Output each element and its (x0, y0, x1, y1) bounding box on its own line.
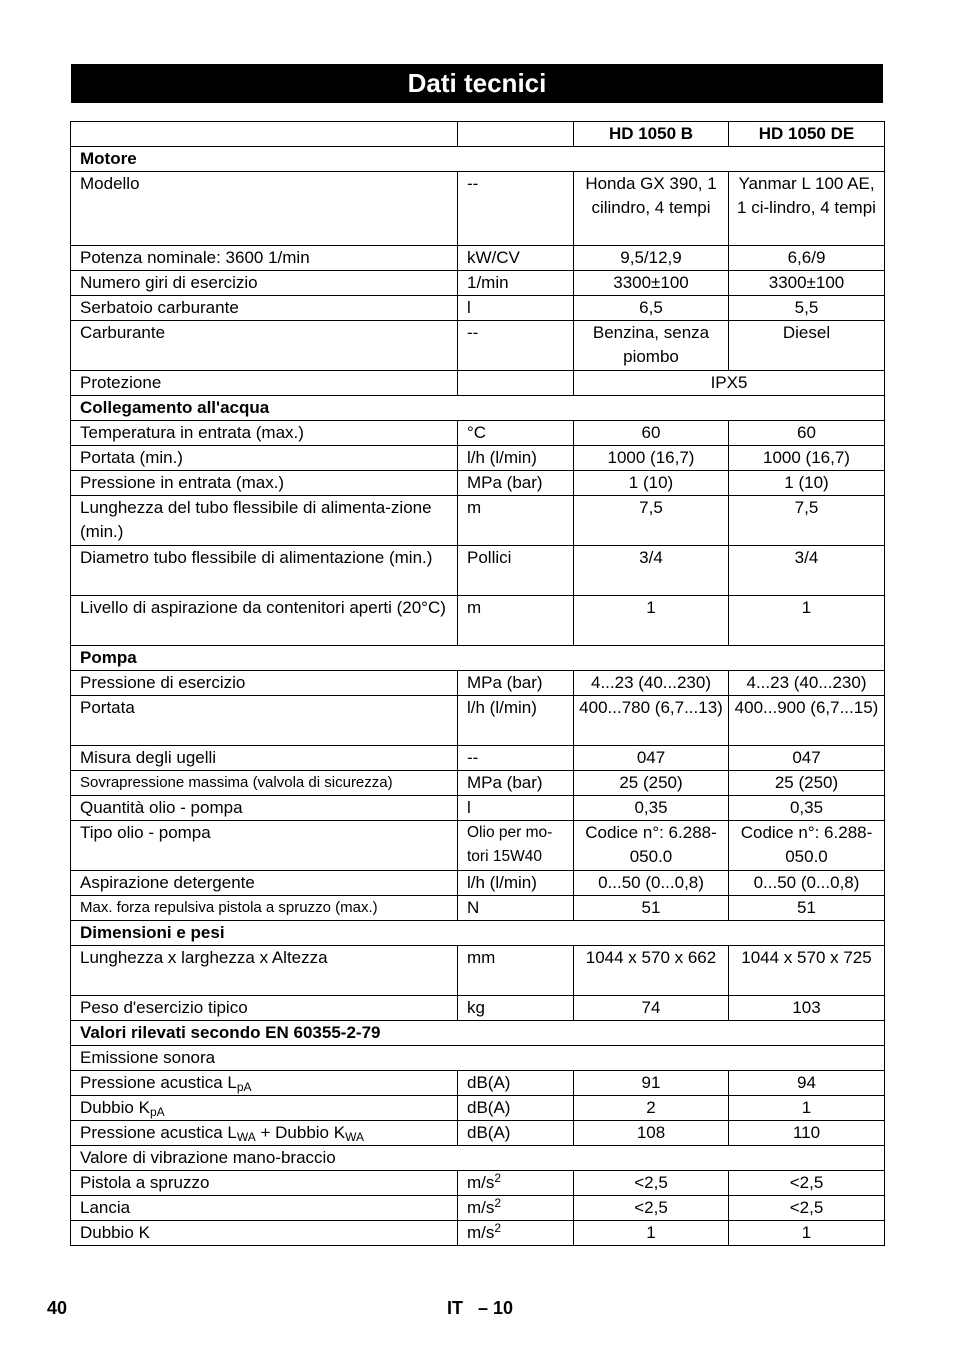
section-row (71, 147, 885, 172)
label-text: + Dubbio K (255, 1123, 346, 1142)
row-label (71, 1071, 458, 1096)
value-hd1050b: Codice n°: 6.288-050.0 (574, 821, 729, 871)
row-unit: 1/min (458, 271, 574, 296)
subsection-title: Emissione sonora (71, 1046, 885, 1071)
table-row (71, 1221, 885, 1246)
value-hd1050b: 9,5/12,9 (574, 246, 729, 271)
value-both-models: IPX5 (574, 371, 885, 396)
value-hd1050b: Benzina, senza piombo (574, 321, 729, 371)
value-hd1050de: 0...50 (0...0,8) (729, 871, 885, 896)
table-row (71, 246, 885, 271)
section-title: Motore (71, 147, 885, 172)
section-row (71, 396, 885, 421)
value-hd1050b: 7,5 (574, 496, 729, 546)
row-label: Livello di aspirazione da contenitori aperti (20°C) (71, 596, 458, 646)
value-hd1050de: 3/4 (729, 546, 885, 596)
value-hd1050b: 4...23 (40...230) (574, 671, 729, 696)
row-label: Protezione (71, 371, 458, 396)
unit-text: m/s (467, 1223, 495, 1242)
label-subscript: pA (149, 1105, 165, 1119)
table-row (71, 496, 885, 546)
value-hd1050de: 60 (729, 421, 885, 446)
value-hd1050b: 6,5 (574, 296, 729, 321)
row-unit: MPa (bar) (458, 671, 574, 696)
row-unit: l (458, 296, 574, 321)
row-unit: m (458, 596, 574, 646)
row-label: Lunghezza del tubo flessibile di alimenta-zione (min.) (71, 496, 458, 546)
value-hd1050b: Honda GX 390, 1 cilindro, 4 tempi (574, 172, 729, 246)
row-unit: m (458, 496, 574, 546)
row-label: Pressione in entrata (max.) (71, 471, 458, 496)
language-page-label: IT – 10 (447, 1298, 514, 1318)
value-hd1050de: 6,6/9 (729, 246, 885, 271)
row-label: Lancia (71, 1196, 458, 1221)
table-row (71, 946, 885, 996)
row-label: Serbatoio carburante (71, 296, 458, 321)
table-row (71, 1196, 885, 1221)
row-label: Dubbio K (71, 1221, 458, 1246)
row-unit: -- (458, 746, 574, 771)
value-hd1050de: 1 (10) (729, 471, 885, 496)
row-label: Portata (71, 696, 458, 746)
value-hd1050de: 1 (729, 1096, 885, 1121)
table-row (71, 796, 885, 821)
value-hd1050b: <2,5 (574, 1196, 729, 1221)
header-empty (71, 122, 458, 147)
row-label: Misura degli ugelli (71, 746, 458, 771)
table-row (71, 1096, 885, 1121)
row-unit (458, 371, 574, 396)
column-header-hd1050de: HD 1050 DE (729, 122, 885, 147)
table-row (71, 296, 885, 321)
row-label: Diametro tubo flessibile di alimentazione (min.) (71, 546, 458, 596)
value-hd1050b: 25 (250) (574, 771, 729, 796)
row-unit: MPa (bar) (458, 771, 574, 796)
table-row (71, 896, 885, 921)
value-hd1050b: 1044 x 570 x 662 (574, 946, 729, 996)
row-label: Peso d'esercizio tipico (71, 996, 458, 1021)
value-hd1050b: 91 (574, 1071, 729, 1096)
section-title: Dimensioni e pesi (71, 921, 885, 946)
label-subscript: WA (236, 1130, 256, 1144)
table-row (71, 271, 885, 296)
row-unit (458, 1171, 574, 1196)
table-row (71, 1121, 885, 1146)
row-label: Quantità olio - pompa (71, 796, 458, 821)
label-text: Pressione acustica L (80, 1073, 237, 1092)
column-header-hd1050b: HD 1050 B (574, 122, 729, 147)
row-label: Aspirazione detergente (71, 871, 458, 896)
value-hd1050de: 25 (250) (729, 771, 885, 796)
header-empty (458, 122, 574, 147)
row-label: Numero giri di esercizio (71, 271, 458, 296)
value-hd1050de: 1 (729, 596, 885, 646)
value-hd1050b: 1000 (16,7) (574, 446, 729, 471)
value-hd1050b: 1 (10) (574, 471, 729, 496)
row-unit: l/h (l/min) (458, 871, 574, 896)
row-unit: mm (458, 946, 574, 996)
row-label: Carburante (71, 321, 458, 371)
value-hd1050de: 1044 x 570 x 725 (729, 946, 885, 996)
table-row (71, 421, 885, 446)
row-unit: -- (458, 172, 574, 246)
value-hd1050de: Yanmar L 100 AE, 1 ci-lindro, 4 tempi (729, 172, 885, 246)
value-hd1050de: Codice n°: 6.288-050.0 (729, 821, 885, 871)
value-hd1050b: 0,35 (574, 796, 729, 821)
row-label (71, 1096, 458, 1121)
subsection-row (71, 1046, 885, 1071)
page-title: Dati tecnici (71, 64, 883, 103)
value-hd1050b: 0...50 (0...0,8) (574, 871, 729, 896)
table-row (71, 172, 885, 246)
table-row (71, 596, 885, 646)
value-hd1050de: 51 (729, 896, 885, 921)
value-hd1050b: 3300±100 (574, 271, 729, 296)
row-unit (458, 1221, 574, 1246)
label-subscript: pA (236, 1080, 252, 1094)
table-row (71, 821, 885, 871)
section-title: Valori rilevati secondo EN 60355-2-79 (71, 1021, 885, 1046)
value-hd1050b: 108 (574, 1121, 729, 1146)
table-row (71, 746, 885, 771)
table-row (71, 671, 885, 696)
value-hd1050de: 0,35 (729, 796, 885, 821)
row-unit: dB(A) (458, 1121, 574, 1146)
value-hd1050b: 74 (574, 996, 729, 1021)
value-hd1050de: 5,5 (729, 296, 885, 321)
row-unit: l/h (l/min) (458, 696, 574, 746)
row-unit (458, 1196, 574, 1221)
row-unit: °C (458, 421, 574, 446)
row-unit: dB(A) (458, 1071, 574, 1096)
subsection-row (71, 1146, 885, 1171)
section-row (71, 646, 885, 671)
row-unit: -- (458, 321, 574, 371)
table-row (71, 471, 885, 496)
unit-superscript: 2 (494, 1221, 502, 1235)
value-hd1050b: 60 (574, 421, 729, 446)
value-hd1050b: 1 (574, 596, 729, 646)
value-hd1050de: 1000 (16,7) (729, 446, 885, 471)
value-hd1050de: 7,5 (729, 496, 885, 546)
table-row (71, 871, 885, 896)
value-hd1050de: <2,5 (729, 1196, 885, 1221)
table-row (71, 446, 885, 471)
value-hd1050b: 3/4 (574, 546, 729, 596)
section-row (71, 921, 885, 946)
row-label: Max. forza repulsiva pistola a spruzzo (max.) (71, 896, 458, 921)
table-row (71, 371, 885, 396)
row-label: Potenza nominale: 3600 1/min (71, 246, 458, 271)
row-label: Pressione di esercizio (71, 671, 458, 696)
unit-superscript: 2 (494, 1196, 502, 1210)
value-hd1050b: 51 (574, 896, 729, 921)
unit-text: m/s (467, 1198, 495, 1217)
table-row (71, 321, 885, 371)
value-hd1050de: 3300±100 (729, 271, 885, 296)
label-text: Dubbio K (80, 1098, 150, 1117)
row-unit: Pollici (458, 546, 574, 596)
row-label: Modello (71, 172, 458, 246)
row-unit: Olio per mo-tori 15W40 (458, 821, 574, 871)
value-hd1050b: 047 (574, 746, 729, 771)
row-unit: kg (458, 996, 574, 1021)
row-unit: N (458, 896, 574, 921)
subsection-title: Valore di vibrazione mano-braccio (71, 1146, 885, 1171)
value-hd1050b: 400...780 (6,7...13) (574, 696, 729, 746)
value-hd1050de: <2,5 (729, 1171, 885, 1196)
value-hd1050b: 1 (574, 1221, 729, 1246)
row-label: Sovrapressione massima (valvola di sicurezza) (71, 771, 458, 796)
table-row (71, 1171, 885, 1196)
page-number: 40 (47, 1298, 68, 1318)
row-label: Temperatura in entrata (max.) (71, 421, 458, 446)
row-unit: l (458, 796, 574, 821)
row-unit: MPa (bar) (458, 471, 574, 496)
table-row (71, 546, 885, 596)
value-hd1050b: 2 (574, 1096, 729, 1121)
section-title: Collegamento all'acqua (71, 396, 885, 421)
value-hd1050b: <2,5 (574, 1171, 729, 1196)
value-hd1050de: 047 (729, 746, 885, 771)
table-row (71, 1071, 885, 1096)
row-label: Pistola a spruzzo (71, 1171, 458, 1196)
value-hd1050de: 1 (729, 1221, 885, 1246)
row-unit: kW/CV (458, 246, 574, 271)
value-hd1050de: Diesel (729, 321, 885, 371)
section-row (71, 1021, 885, 1046)
row-unit: dB(A) (458, 1096, 574, 1121)
unit-text: m/s (467, 1173, 495, 1192)
value-hd1050de: 94 (729, 1071, 885, 1096)
table-row (71, 696, 885, 746)
row-label: Tipo olio - pompa (71, 821, 458, 871)
section-title: Pompa (71, 646, 885, 671)
value-hd1050de: 110 (729, 1121, 885, 1146)
row-label: Portata (min.) (71, 446, 458, 471)
label-subscript: WA (345, 1130, 364, 1144)
table-row (71, 771, 885, 796)
value-hd1050de: 4...23 (40...230) (729, 671, 885, 696)
row-label (71, 1121, 458, 1146)
value-hd1050de: 400...900 (6,7...15) (729, 696, 885, 746)
technical-data-table (70, 121, 885, 1246)
row-label: Lunghezza x larghezza x Altezza (71, 946, 458, 996)
row-unit: l/h (l/min) (458, 446, 574, 471)
table-row (71, 996, 885, 1021)
label-text: Pressione acustica L (80, 1123, 237, 1142)
value-hd1050de: 103 (729, 996, 885, 1021)
table-header-row (71, 122, 885, 147)
unit-superscript: 2 (494, 1171, 502, 1185)
